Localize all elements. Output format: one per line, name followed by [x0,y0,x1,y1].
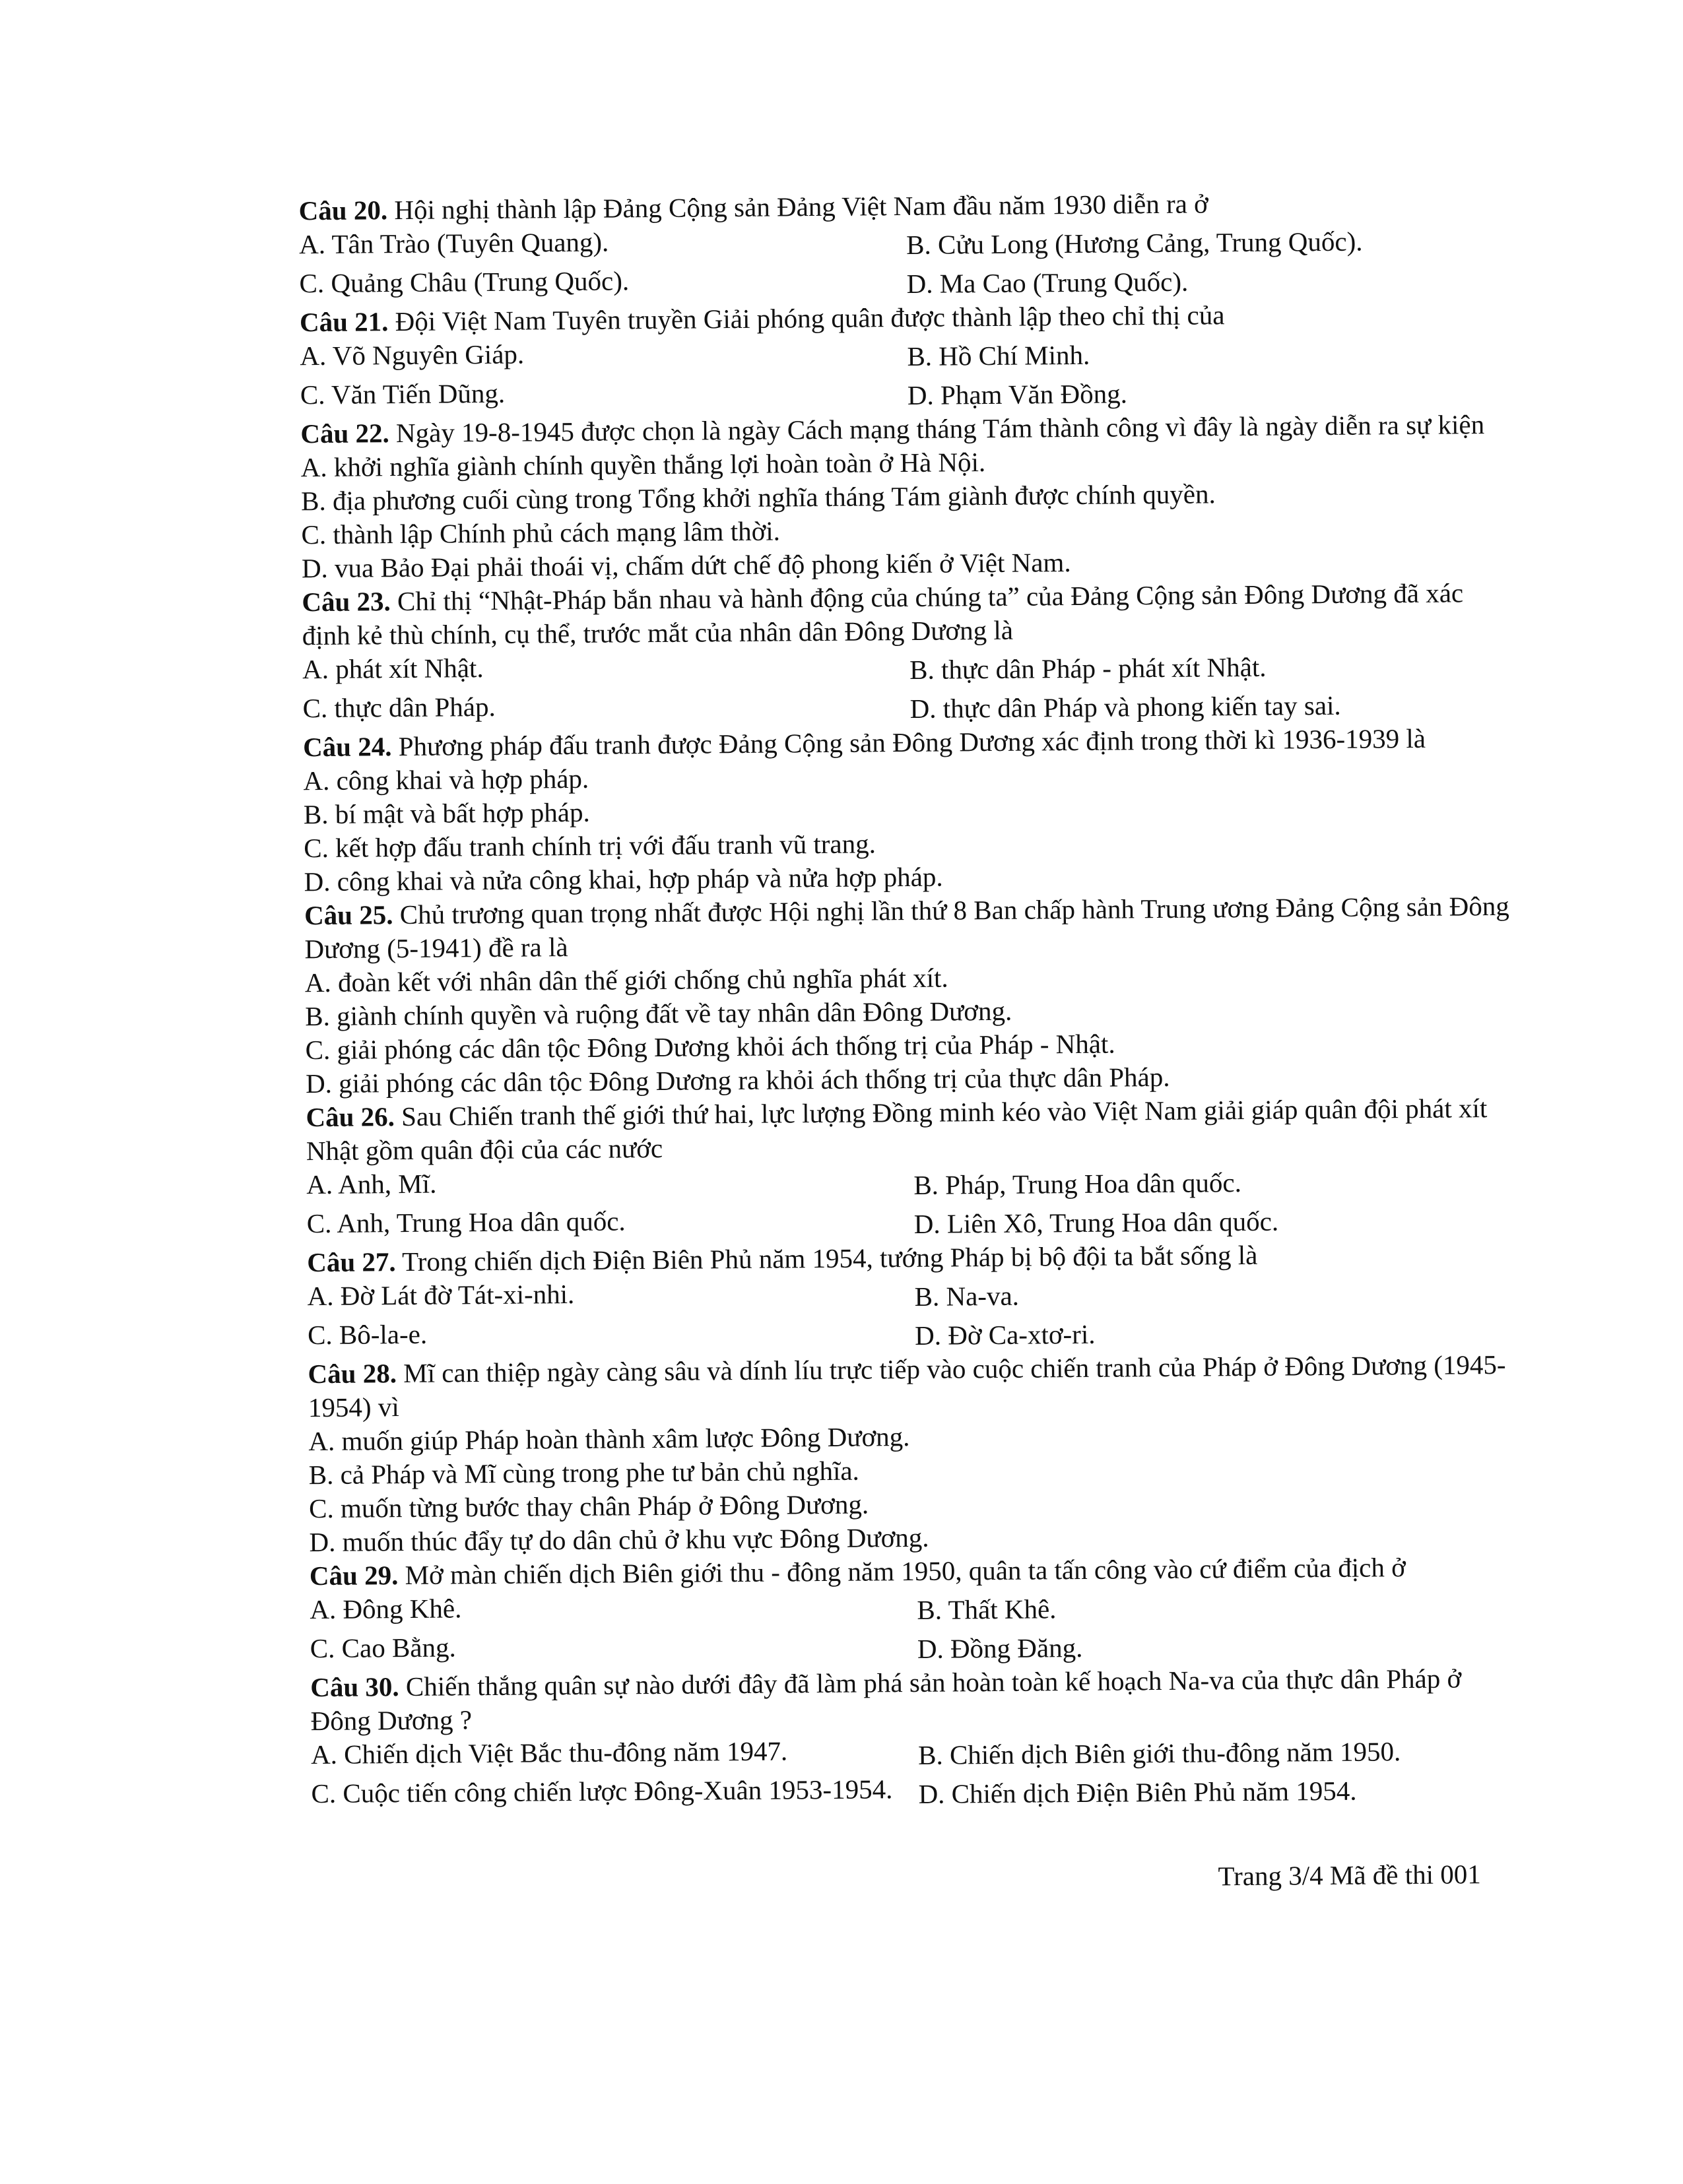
option-d: D. Đờ Ca-xtơ-ri. [914,1318,1096,1351]
option-c: C. Cuộc tiến công chiến lược Đông-Xuân 1953-1954. [311,1774,893,1809]
question-20 [299,185,1507,305]
option-d: D. vua Bảo Đại phải thoái vị, chấm dứt chế độ phong kiến ở Việt Nam. [301,547,1071,584]
question-text: Trong chiến dịch Điện Biên Phủ năm 1954, tướng Pháp bị bộ đội ta bắt sống là [401,1239,1258,1277]
question-number: Câu 23. [302,586,391,618]
question-22 [300,408,1509,585]
question-number: Câu 28. [308,1358,397,1390]
option-d: D. công khai và nửa công khai, hợp pháp và nửa hợp pháp. [304,861,943,897]
question-number: Câu 30. [310,1671,399,1703]
option-a: A. khởi nghĩa giành chính quyền thắng lợi hoàn toàn ở Hà Nội. [300,447,986,483]
option-a: A. Đông Khê. [310,1593,462,1625]
option-b: B. giành chính quyền và ruộng đất về tay nhân dân Đông Dương. [305,995,1012,1032]
question-30 [310,1661,1519,1816]
question-28 [308,1348,1517,1559]
option-c: C. Quảng Châu (Trung Quốc). [299,265,630,299]
option-a: A. Võ Nguyên Giáp. [300,338,525,371]
question-list [299,185,1519,1816]
question-number: Câu 25. [304,899,393,931]
option-b: B. cả Pháp và Mĩ cùng trong phe tư bản chủ nghĩa. [308,1455,859,1491]
option-b: B. Pháp, Trung Hoa dân quốc. [913,1167,1242,1200]
question-stem [308,1348,1516,1425]
question-number: Câu 20. [298,195,388,226]
question-number: Câu 29. [309,1560,399,1591]
question-text: Chiến thắng quân sự nào dưới đây đã làm phá sản hoàn toàn kế hoạch Na-va của thực dân Pháp ở Đông Dương ? [310,1663,1462,1737]
option-a: A. muốn giúp Pháp hoàn thành xâm lược Đông Dương. [308,1421,910,1457]
question-text: Mở màn chiến dịch Biên giới thu - đông năm 1950, quân ta tấn công vào cứ điểm của địch ở [405,1552,1406,1591]
option-a: A. Đờ Lát đờ Tát-xi-nhi. [307,1278,575,1312]
question-number: Câu 21. [299,306,389,338]
option-b: B. Chiến dịch Biên giới thu-đông năm 1950. [917,1736,1401,1770]
option-b: B. bí mật và bất hợp pháp. [303,796,590,830]
option-c: C. thành lập Chính phủ cách mạng lâm thời. [301,515,781,550]
option-c: C. Anh, Trung Hoa dân quốc. [306,1205,626,1239]
question-25 [304,889,1513,1101]
option-a: A. Anh, Mĩ. [306,1168,437,1200]
page-footer: Trang 3/4 Mã đề thi 001 [1218,1859,1481,1892]
option-b: B. Thất Khê. [917,1593,1057,1625]
option-b: B. Na-va. [914,1280,1020,1312]
question-stem [306,1091,1514,1168]
question-text: Hội nghị thành lập Đảng Cộng sản Đảng Việt Nam đầu năm 1930 diễn ra ở [394,188,1208,226]
option-b: B. địa phương cuối cùng trong Tổng khởi nghĩa tháng Tám giành được chính quyền. [300,478,1216,517]
option-d: D. Đồng Đăng. [917,1632,1083,1664]
option-d: D. Chiến dịch Điện Biên Phủ năm 1954. [918,1775,1357,1809]
option-c: C. muốn từng bước thay chân Pháp ở Đông Dương. [308,1489,869,1524]
option-c: C. Cao Bằng. [310,1632,456,1664]
question-number: Câu 27. [307,1246,396,1278]
option-d: D. thực dân Pháp và phong kiến tay sai. [909,690,1341,724]
option-d: D. Phạm Văn Đồng. [907,378,1128,410]
option-a: A. phát xít Nhật. [302,653,484,685]
question-text: Đội Việt Nam Tuyên truyền Giải phóng quân được thành lập theo chỉ thị của [395,300,1225,337]
question-27 [307,1237,1515,1357]
question-21 [300,296,1508,417]
option-a: A. Chiến dịch Việt Bắc thu-đông năm 1947. [310,1735,788,1770]
option-a: A. đoàn kết với nhân dân thế giới chống chủ nghĩa phát xít. [304,962,948,998]
question-stem [304,889,1513,966]
option-c: C. thực dân Pháp. [302,691,496,724]
option-d: D. Ma Cao (Trung Quốc). [906,266,1189,299]
option-c: C. Bô-la-e. [307,1318,428,1351]
option-b: B. thực dân Pháp - phát xít Nhật. [909,651,1267,685]
option-d: D. Liên Xô, Trung Hoa dân quốc. [913,1205,1279,1239]
question-text: Phương pháp đấu tranh được Đảng Cộng sản Đông Dương xác định trong thời kì 1936-1939 là [398,723,1426,762]
question-text: Chỉ thị “Nhật-Pháp bắn nhau và hành động của chúng ta” của Đảng Cộng sản Đông Dương đã xác định kẻ thù chính, cụ thể, trước mắt của nhân dân Đông Dương là [302,577,1464,651]
option-d: D. giải phóng các dân tộc Đông Dương ra khỏi ách thống trị của thực dân Pháp. [305,1061,1170,1099]
option-a: A. Tân Trào (Tuyên Quang). [298,226,609,260]
question-number: Câu 26. [306,1101,395,1133]
question-number: Câu 22. [300,418,389,449]
option-a: A. công khai và hợp pháp. [303,763,589,796]
question-stem [310,1661,1519,1738]
option-b: B. Cửu Long (Hương Cảng, Trung Quốc). [906,226,1363,260]
option-c: C. kết hợp đấu tranh chính trị với đấu tranh vũ trang. [304,828,876,864]
question-number: Câu 24. [302,731,392,763]
option-d: D. muốn thúc đẩy tự do dân chủ ở khu vực Đông Dương. [309,1522,929,1558]
question-23 [302,576,1511,730]
question-text: Ngày 19-8-1945 được chọn là ngày Cách mạng tháng Tám thành công vì đây là ngày diễn ra sự kiện [395,409,1485,449]
option-c: C. giải phóng các dân tộc Đông Dương khỏi ách thống trị của Pháp - Nhật. [305,1028,1115,1066]
question-26 [306,1091,1515,1246]
question-stem [302,576,1510,653]
question-text: Sau Chiến tranh thế giới thứ hai, lực lượng Đồng minh kéo vào Việt Nam giải giáp quân đội phát xít Nhật gồm quân đội của các nước [306,1093,1488,1167]
question-24 [303,721,1512,899]
option-b: B. Hồ Chí Minh. [907,339,1090,371]
question-29 [310,1550,1518,1671]
question-text: Mĩ can thiệp ngày càng sâu và dính líu trực tiếp vào cuộc chiến tranh của Pháp ở Đông Dương (1945-1954) vì [308,1349,1506,1423]
option-c: C. Văn Tiến Dũng. [300,377,506,410]
question-text: Chủ trương quan trọng nhất được Hội nghị lần thứ 8 Ban chấp hành Trung ương Đảng Cộng sản Đông Dương (5-1941) đề ra là [304,890,1509,965]
